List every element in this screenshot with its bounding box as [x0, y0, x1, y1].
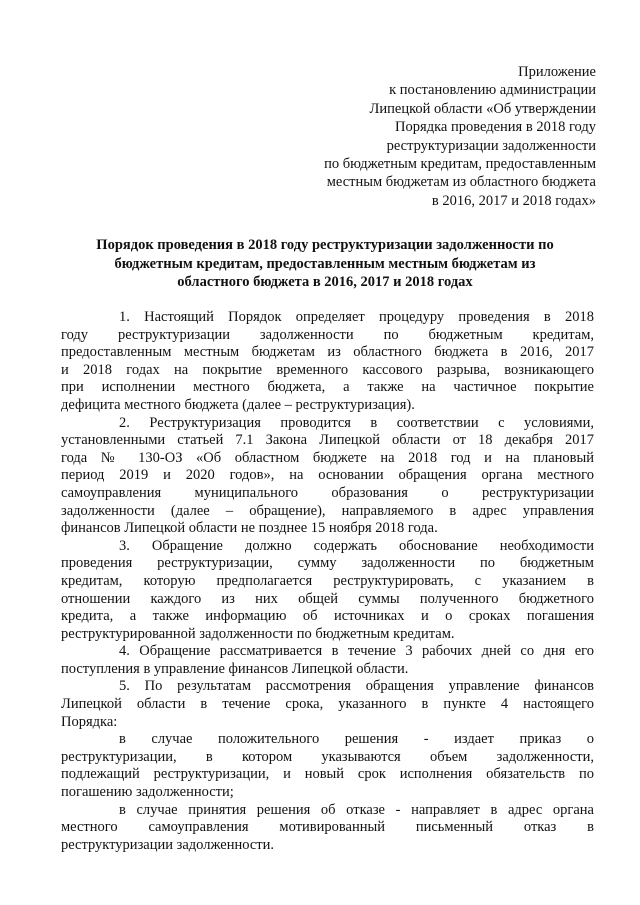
appendix-line: Приложение: [518, 64, 596, 80]
text-line: 5. По результатам рассмотрения обращения управление финансов: [119, 678, 594, 695]
text-line: финансов Липецкой области не позднее 15 ноября 2018 года.: [61, 520, 438, 537]
paragraph-6: [61, 731, 594, 801]
text-line: местного самоуправления мотивированный письменный отказ в: [61, 819, 594, 836]
appendix-line: к постановлению администрации: [389, 82, 596, 99]
text-line: подлежащий реструктуризации, и новый срок исполнения обязательств по: [61, 766, 594, 783]
appendix-line: реструктуризации задолженности: [386, 137, 596, 154]
paragraph-3: [61, 538, 594, 644]
text-line: 2. Реструктуризация проводится в соответствии с условиями,: [119, 414, 594, 431]
text-line: реструктурированной задолженности по бюджетным кредитам.: [61, 625, 455, 642]
appendix-line: местным бюджетам из областного бюджета: [326, 174, 596, 191]
text-line: период 2019 и 2020 годов», на основании обращения органа местного: [61, 467, 594, 484]
text-line: Липецкой области в течение срока, указанного в пункте 4 настоящего: [61, 696, 594, 713]
appendix-header: [236, 63, 596, 210]
paragraph-1: [61, 309, 594, 415]
text-line: дефицита местного бюджета (далее – реструктуризация).: [61, 396, 415, 413]
paragraph-7: [61, 802, 594, 855]
text-line: 1. Настоящий Порядок определяет процедуру проведения в 2018: [119, 309, 594, 325]
text-line: погашению задолженности;: [61, 784, 234, 801]
text-line: в случае принятия решения об отказе - направляет в адрес органа: [119, 801, 594, 818]
appendix-line: Липецкой области «Об утверждении: [369, 100, 596, 117]
title-line: бюджетным кредитам, предоставленным местным бюджетам из: [114, 255, 536, 272]
appendix-line: Порядка проведения в 2018 году: [395, 119, 596, 136]
paragraph-2: [61, 415, 594, 538]
text-line: самоуправления муниципального образования о реструктуризации: [61, 484, 594, 501]
text-line: отношении каждого из них общей суммы полученного бюджетного: [61, 590, 594, 607]
text-line: в случае положительного решения - издает приказ о: [119, 731, 594, 748]
text-line: году реструктуризации задолженности по бюджетным кредитам,: [61, 326, 594, 343]
paragraph-5: [61, 678, 594, 731]
text-line: поступления в управление финансов Липецкой области.: [61, 660, 409, 677]
document-body: [61, 309, 594, 854]
title-line: областного бюджета в 2016, 2017 и 2018 годах: [177, 274, 473, 291]
text-line: Порядка:: [61, 713, 118, 730]
text-line: кредита, а также информацию об источниках и о сроках погашения: [61, 608, 594, 625]
text-line: при исполнении местного бюджета, а также на частичное покрытие: [61, 379, 594, 396]
text-line: года № 130-ОЗ «Об областном бюджете на 2018 год и на плановый: [61, 449, 594, 466]
text-line: установленными статьей 7.1 Закона Липецкой области от 18 декабря 2017: [61, 432, 594, 449]
text-line: проведения реструктуризации, сумму задолженности по бюджетным: [61, 555, 594, 572]
document-title: [70, 236, 580, 292]
text-line: и 2018 годах на покрытие временного кассового разрыва, возникающего: [61, 361, 594, 378]
paragraph-4: [61, 643, 594, 678]
appendix-line: по бюджетным кредитам, предоставленным: [324, 156, 596, 173]
text-line: 3. Обращение должно содержать обоснование необходимости: [119, 537, 594, 554]
text-line: реструктуризации задолженности.: [61, 836, 275, 853]
title-line: Порядок проведения в 2018 году реструктуризации задолженности по: [96, 237, 554, 253]
appendix-line: в 2016, 2017 и 2018 годах»: [431, 192, 596, 209]
text-line: 4. Обращение рассматривается в течение 3 рабочих дней со дня его: [119, 643, 594, 660]
text-line: кредитам, которую предполагается реструктурировать, с указанием в: [61, 572, 594, 589]
text-line: реструктуризации, в котором указываются объем задолженности,: [61, 748, 594, 765]
text-line: задолженности (далее – обращение), направляемого в адрес управления: [61, 502, 594, 519]
text-line: предоставленным местным бюджетам из областного бюджета в 2016, 2017: [61, 344, 594, 361]
